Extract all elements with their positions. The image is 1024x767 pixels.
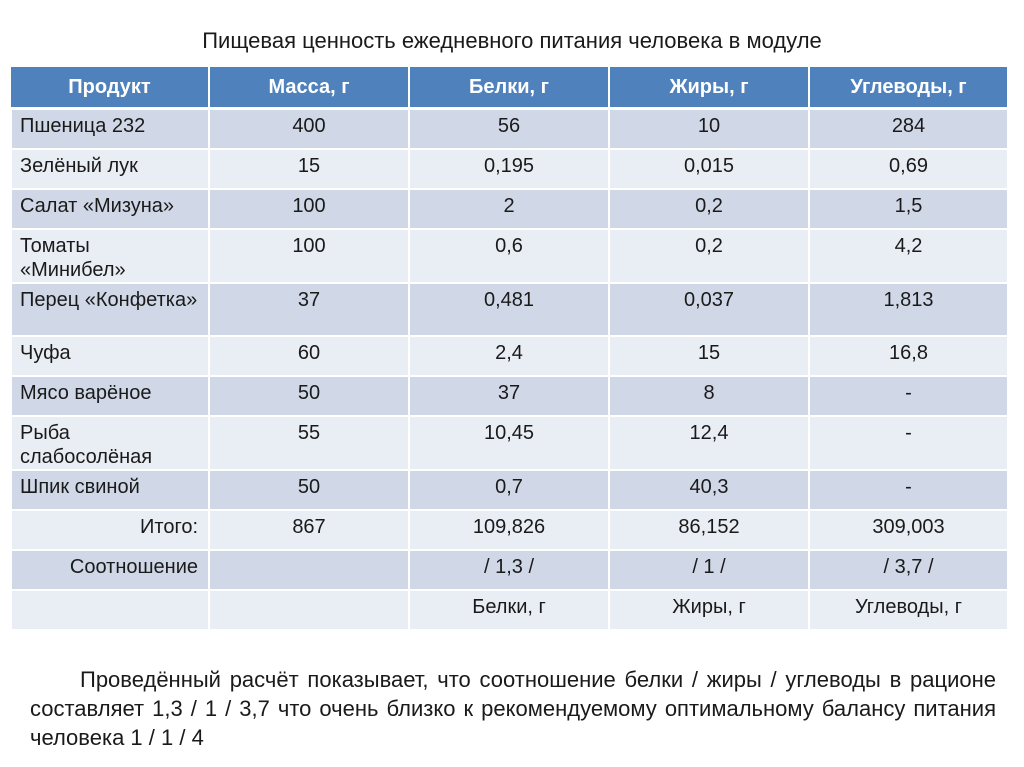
cell-ratio-label: Соотношение [11,550,209,590]
cell-mass: 60 [209,336,409,376]
cell-mass [209,550,409,590]
table-row [11,470,1008,510]
table-row [11,376,1008,416]
cell-protein: 10,45 [409,416,609,470]
cell-mass: 867 [209,510,409,550]
cell-carbs: 284 [809,109,1008,150]
cell-mass: 100 [209,229,409,283]
cell-product: Мясо варёное [11,376,209,416]
cell-protein: 2 [409,189,609,229]
cell-carbs: 0,69 [809,149,1008,189]
cell-carbs: 4,2 [809,229,1008,283]
table-row-labels [11,590,1008,630]
page-title: Пищевая ценность ежедневного питания человека в модуле [202,28,822,53]
cell-mass: 37 [209,283,409,336]
cell-product: Салат «Мизуна» [11,189,209,229]
table-row [11,283,1008,336]
cell-fat: 8 [609,376,809,416]
header-mass: Масса, г [209,67,409,109]
header-fat: Жиры, г [609,67,809,109]
cell-fat: 0,037 [609,283,809,336]
cell-mass: 15 [209,149,409,189]
cell-product: Пшеница 232 [11,109,209,150]
cell-mass: 50 [209,470,409,510]
cell-product: Томаты «Минибел» [11,229,209,283]
cell-protein: 2,4 [409,336,609,376]
cell-fat: 40,3 [609,470,809,510]
cell-protein: 0,481 [409,283,609,336]
cell-carbs: 1,813 [809,283,1008,336]
table-row [11,229,1008,283]
cell-mass: 55 [209,416,409,470]
table-row-total [11,510,1008,550]
cell-fat: / 1 / [609,550,809,590]
cell-protein: 56 [409,109,609,150]
cell-fat-label: Жиры, г [609,590,809,630]
cell-carbs: 16,8 [809,336,1008,376]
cell-carbs: / 3,7 / [809,550,1008,590]
cell-protein: 37 [409,376,609,416]
cell-carbs: 1,5 [809,189,1008,229]
cell-product: Рыба слабосолёная [11,416,209,470]
table-row [11,189,1008,229]
cell-protein: 0,7 [409,470,609,510]
cell-carbs: 309,003 [809,510,1008,550]
cell-fat: 0,2 [609,189,809,229]
table-header-row [11,67,1008,109]
cell-protein: 0,6 [409,229,609,283]
cell-carbs: - [809,376,1008,416]
cell-product: Чуфа [11,336,209,376]
cell-fat: 0,015 [609,149,809,189]
header-carbs: Углеводы, г [809,67,1008,109]
cell-carbs: - [809,470,1008,510]
cell-product: Перец «Конфетка» [11,283,209,336]
cell-mass: 50 [209,376,409,416]
table-row [11,336,1008,376]
cell-fat: 15 [609,336,809,376]
cell-product: Зелёный лук [11,149,209,189]
cell-empty [11,590,209,630]
table-row [11,149,1008,189]
conclusion-text: Проведённый расчёт показывает, что соотношение белки / жиры / углеводы в рационе составляет 1,3 / 1 / 3,7 что очень близко к рекомендуемому оптимальному балансу питания человека 1 / 1 / 4 [30,667,996,750]
cell-total-label: Итого: [11,510,209,550]
cell-empty [209,590,409,630]
table-row [11,416,1008,470]
cell-carbs-label: Углеводы, г [809,590,1008,630]
table-row [11,109,1008,150]
cell-protein: 109,826 [409,510,609,550]
cell-mass: 400 [209,109,409,150]
cell-fat: 0,2 [609,229,809,283]
cell-fat: 12,4 [609,416,809,470]
header-product: Продукт [11,67,209,109]
table-row-ratio [11,550,1008,590]
cell-fat: 86,152 [609,510,809,550]
cell-product: Шпик свиной [11,470,209,510]
cell-protein: 0,195 [409,149,609,189]
cell-carbs: - [809,416,1008,470]
header-protein: Белки, г [409,67,609,109]
cell-protein-label: Белки, г [409,590,609,630]
nutrition-table [10,67,1009,631]
cell-protein: / 1,3 / [409,550,609,590]
cell-mass: 100 [209,189,409,229]
cell-fat: 10 [609,109,809,150]
